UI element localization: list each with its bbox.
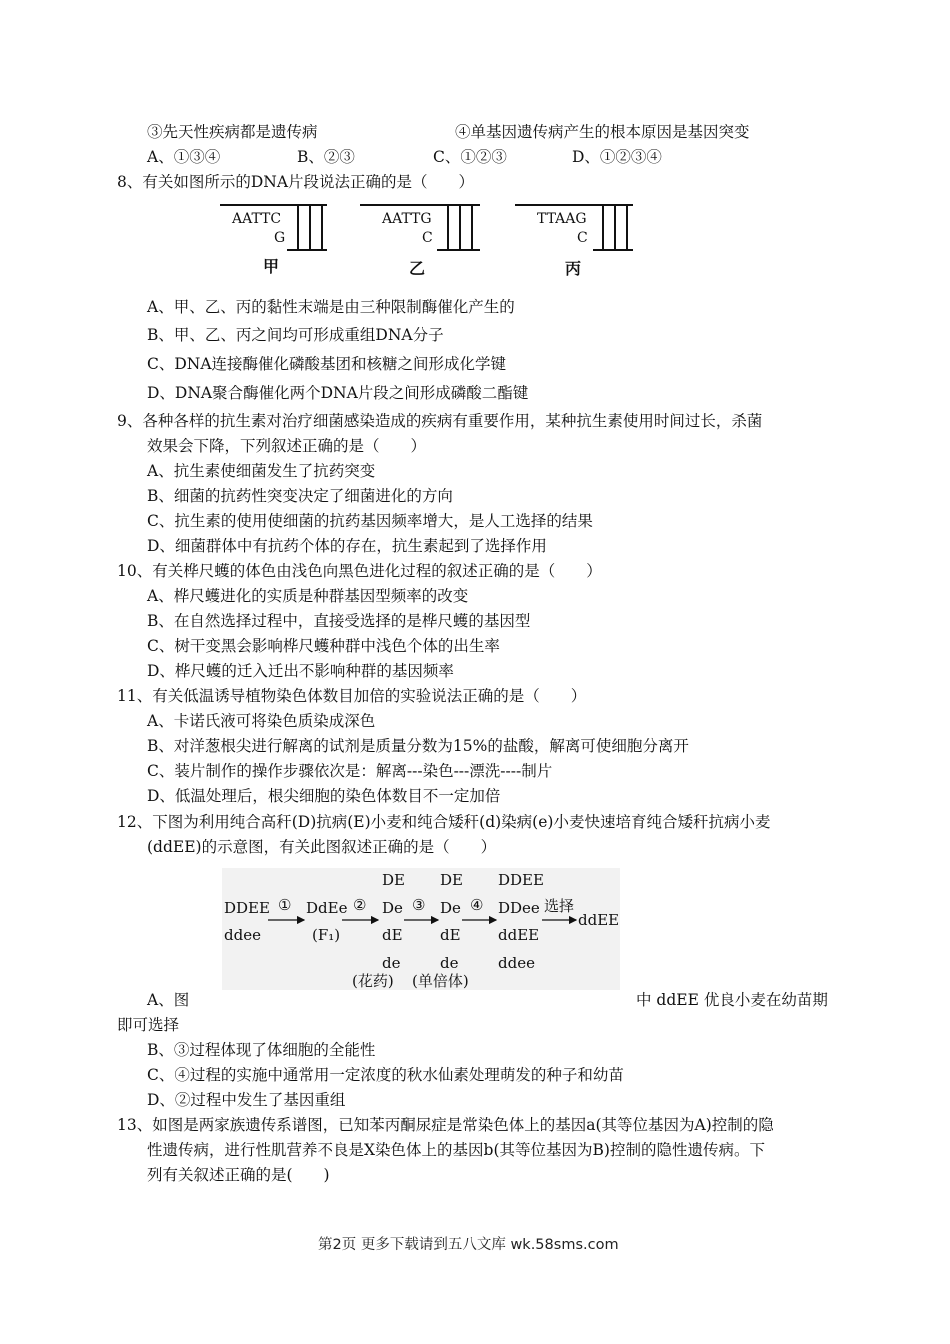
gamete-de-4: de bbox=[382, 954, 401, 972]
q8-option-d: D、DNA聚合酶催化两个DNA片段之间形成磷酸二酯键 bbox=[147, 384, 529, 402]
jia-top-strand: AATTC bbox=[232, 211, 282, 227]
q8-option-a: A、甲、乙、丙的黏性末端是由三种限制酶催化产生的 bbox=[147, 298, 515, 316]
q12-option-a-right: 中 ddEE 优良小麦在幼苗期 bbox=[636, 991, 828, 1009]
q12-stem-line1: 12、下图为利用纯合高秆(D)抗病(E)小麦和纯合矮秆(d)染病(e)小麦快速培育纯合矮秆抗病小麦 bbox=[117, 813, 771, 831]
step-4-label: ④ bbox=[470, 896, 484, 914]
q10-option-d: D、桦尺蠖的迁入迁出不影响种群的基因频率 bbox=[147, 662, 454, 680]
q12-stem-line2: (ddEE)的示意图，有关此图叙述正确的是（ ） bbox=[147, 838, 497, 856]
jia-bottom-strand: G bbox=[274, 230, 286, 246]
haploid-de-4: de bbox=[440, 954, 459, 972]
q7-option-b: B、②③ bbox=[297, 148, 355, 166]
step-2-label: ② bbox=[353, 896, 367, 914]
q10-option-b: B、在自然选择过程中，直接受选择的是桦尺蠖的基因型 bbox=[147, 612, 531, 630]
gamete-de-3: dE bbox=[382, 926, 403, 944]
page-footer: 第2页 更多下载请到五八文库 wk.58sms.com bbox=[318, 1237, 619, 1253]
f1-genotype: DdEe bbox=[306, 899, 348, 917]
q11-option-a: A、卡诺氏液可将染色质染成深色 bbox=[147, 712, 376, 730]
q11-option-c: C、装片制作的操作步骤依次是：解离---染色---漂洗----制片 bbox=[147, 762, 553, 780]
select-label: 选择 bbox=[544, 897, 575, 915]
q8-stem: 8、有关如图所示的DNA片段说法正确的是（ ） bbox=[117, 173, 475, 191]
q7-option-a: A、①③④ bbox=[147, 148, 221, 166]
haploid-de-1: DE bbox=[440, 871, 463, 889]
q10-stem: 10、有关桦尺蠖的体色由浅色向黑色进化过程的叙述正确的是（ ） bbox=[117, 562, 602, 580]
haploid-de-2: De bbox=[440, 899, 461, 917]
q12-option-a-continued: 即可选择 bbox=[117, 1016, 180, 1034]
q11-stem: 11、有关低温诱导植物染色体数目加倍的实验说法正确的是（ ） bbox=[117, 687, 587, 705]
gamete-de-2: De bbox=[382, 899, 403, 917]
q7-option-c: C、①②③ bbox=[433, 148, 507, 166]
dna-fragment-jia bbox=[220, 205, 327, 276]
q7-item3: ③先天性疾病都是遗传病 bbox=[147, 123, 318, 141]
q9-option-d: D、细菌群体中有抗药个体的存在，抗生素起到了选择作用 bbox=[147, 537, 547, 555]
q13-stem-line2: 性遗传病，进行性肌营养不良是X染色体上的基因b(其等位基因为B)控制的隐性遗传病。下 bbox=[147, 1141, 765, 1159]
q13-stem-line1: 13、如图是两家族遗传系谱图，已知苯丙酮尿症是常染色体上的基因a(其等位基因为A)控制的隐 bbox=[117, 1116, 774, 1134]
yi-bottom-strand: C bbox=[422, 230, 433, 246]
parent-ddee-high: DDEE bbox=[224, 899, 270, 917]
q11-option-d: D、低温处理后，根尖细胞的染色体数目不一定加倍 bbox=[147, 787, 501, 805]
jia-label: 甲 bbox=[263, 257, 280, 276]
bing-label: 丙 bbox=[565, 259, 582, 278]
pollen-label: (花药) bbox=[352, 972, 394, 990]
diploid-3: ddEE bbox=[498, 926, 540, 944]
q7-option-d: D、①②③④ bbox=[572, 148, 662, 166]
result-genotype: ddEE bbox=[578, 911, 620, 929]
haploid-de-3: dE bbox=[440, 926, 461, 944]
q7-item4: ④单基因遗传病产生的根本原因是基因突变 bbox=[455, 123, 750, 141]
diploid-2: DDee bbox=[498, 899, 540, 917]
yi-top-strand: AATTG bbox=[382, 211, 432, 227]
bing-top-strand: TTAAG bbox=[537, 211, 587, 227]
dna-fragment-bing bbox=[515, 205, 633, 278]
bing-bottom-strand: C bbox=[577, 230, 588, 246]
diploid-1: DDEE bbox=[498, 871, 544, 889]
q10-option-a: A、桦尺蠖进化的实质是种群基因型频率的改变 bbox=[147, 587, 469, 605]
step-1-label: ① bbox=[278, 896, 292, 914]
q12-option-c: C、④过程的实施中通常用一定浓度的秋水仙素处理萌发的种子和幼苗 bbox=[147, 1066, 624, 1084]
q9-option-c: C、抗生素的使用使细菌的抗药基因频率增大，是人工选择的结果 bbox=[147, 512, 593, 530]
dna-fragment-yi bbox=[360, 205, 480, 278]
parent-ddee-low: ddee bbox=[224, 926, 261, 944]
haploid-label: (单倍体) bbox=[412, 972, 469, 990]
q8-option-b: B、甲、乙、丙之间均可形成重组DNA分子 bbox=[147, 326, 444, 344]
f1-label: (F₁) bbox=[312, 926, 341, 944]
q9-stem-line2: 效果会下降，下列叙述正确的是（ ） bbox=[147, 437, 427, 455]
q9-stem-line1: 9、各种各样的抗生素对治疗细菌感染造成的疾病有重要作用，某种抗生素使用时间过长，杀菌 bbox=[117, 412, 763, 430]
gamete-de-1: DE bbox=[382, 871, 405, 889]
q11-option-b: B、对洋葱根尖进行解离的试剂是质量分数为15%的盐酸，解离可使细胞分离开 bbox=[147, 737, 689, 755]
q12-option-b: B、③过程体现了体细胞的全能性 bbox=[147, 1041, 376, 1059]
diploid-4: ddee bbox=[498, 954, 535, 972]
q9-option-b: B、细菌的抗药性突变决定了细菌进化的方向 bbox=[147, 487, 453, 505]
breeding-flow-diagram bbox=[222, 868, 620, 990]
yi-label: 乙 bbox=[409, 259, 426, 278]
step-3-label: ③ bbox=[412, 896, 426, 914]
q12-option-d: D、②过程中发生了基因重组 bbox=[147, 1091, 346, 1109]
dna-fragments-figure bbox=[215, 200, 645, 280]
q13-stem-line3: 列有关叙述正确的是( ) bbox=[147, 1166, 330, 1184]
q12-option-a-left: A、图 bbox=[147, 991, 190, 1009]
q8-option-c: C、DNA连接酶催化磷酸基团和核糖之间形成化学键 bbox=[147, 355, 507, 373]
q10-option-c: C、树干变黑会影响桦尺蠖种群中浅色个体的出生率 bbox=[147, 637, 500, 655]
q9-option-a: A、抗生素使细菌发生了抗药突变 bbox=[147, 462, 376, 480]
